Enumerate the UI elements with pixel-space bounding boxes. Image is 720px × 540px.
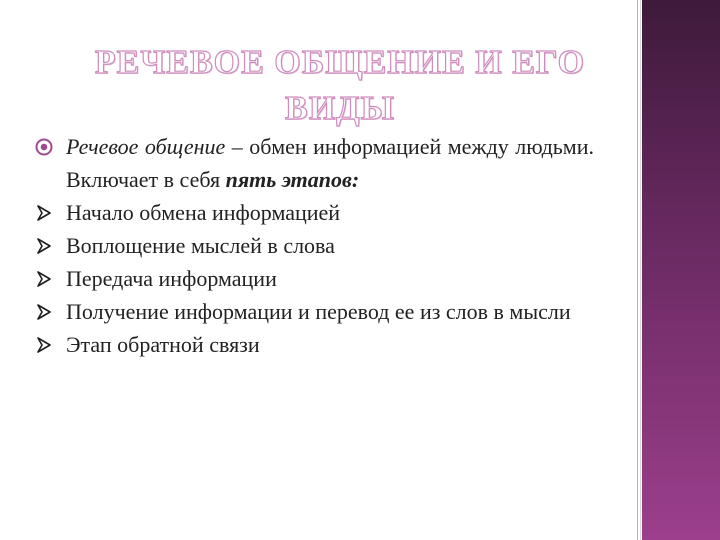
list-item: [28, 295, 594, 328]
intro-term: Речевое общение: [66, 134, 226, 159]
intro-definition: – обмен информацией между людьми. Включает в себя: [66, 134, 595, 192]
arrow-bullet-icon: [30, 295, 58, 328]
panel-divider-inner: [640, 0, 641, 540]
stage-text: Получение информации и перевод ее из слов в мысли: [66, 299, 571, 324]
list-item: [28, 196, 594, 229]
stage-text: Воплощение мыслей в слова: [66, 233, 335, 258]
slide-body: [28, 130, 594, 361]
stage-text: Передача информации: [66, 266, 277, 291]
list-item: [28, 262, 594, 295]
arrow-bullet-icon: [30, 262, 58, 295]
list-item: [28, 328, 594, 361]
intro-paragraph: [28, 130, 594, 196]
list-item: [28, 229, 594, 262]
circle-bullet-icon: [30, 130, 58, 163]
stage-text: Этап обратной связи: [66, 332, 260, 357]
slide-title: РЕЧЕВОЕ ОБЩЕНИЕ И ЕГО ВИДЫ: [94, 44, 586, 127]
stage-text: Начало обмена информацией: [66, 200, 341, 225]
panel-divider: [637, 0, 638, 540]
arrow-bullet-icon: [30, 328, 58, 361]
decorative-side-panel: [642, 0, 720, 540]
intro-emphasis: пять этапов:: [225, 167, 360, 192]
arrow-bullet-icon: [30, 196, 58, 229]
arrow-bullet-icon: [30, 229, 58, 262]
